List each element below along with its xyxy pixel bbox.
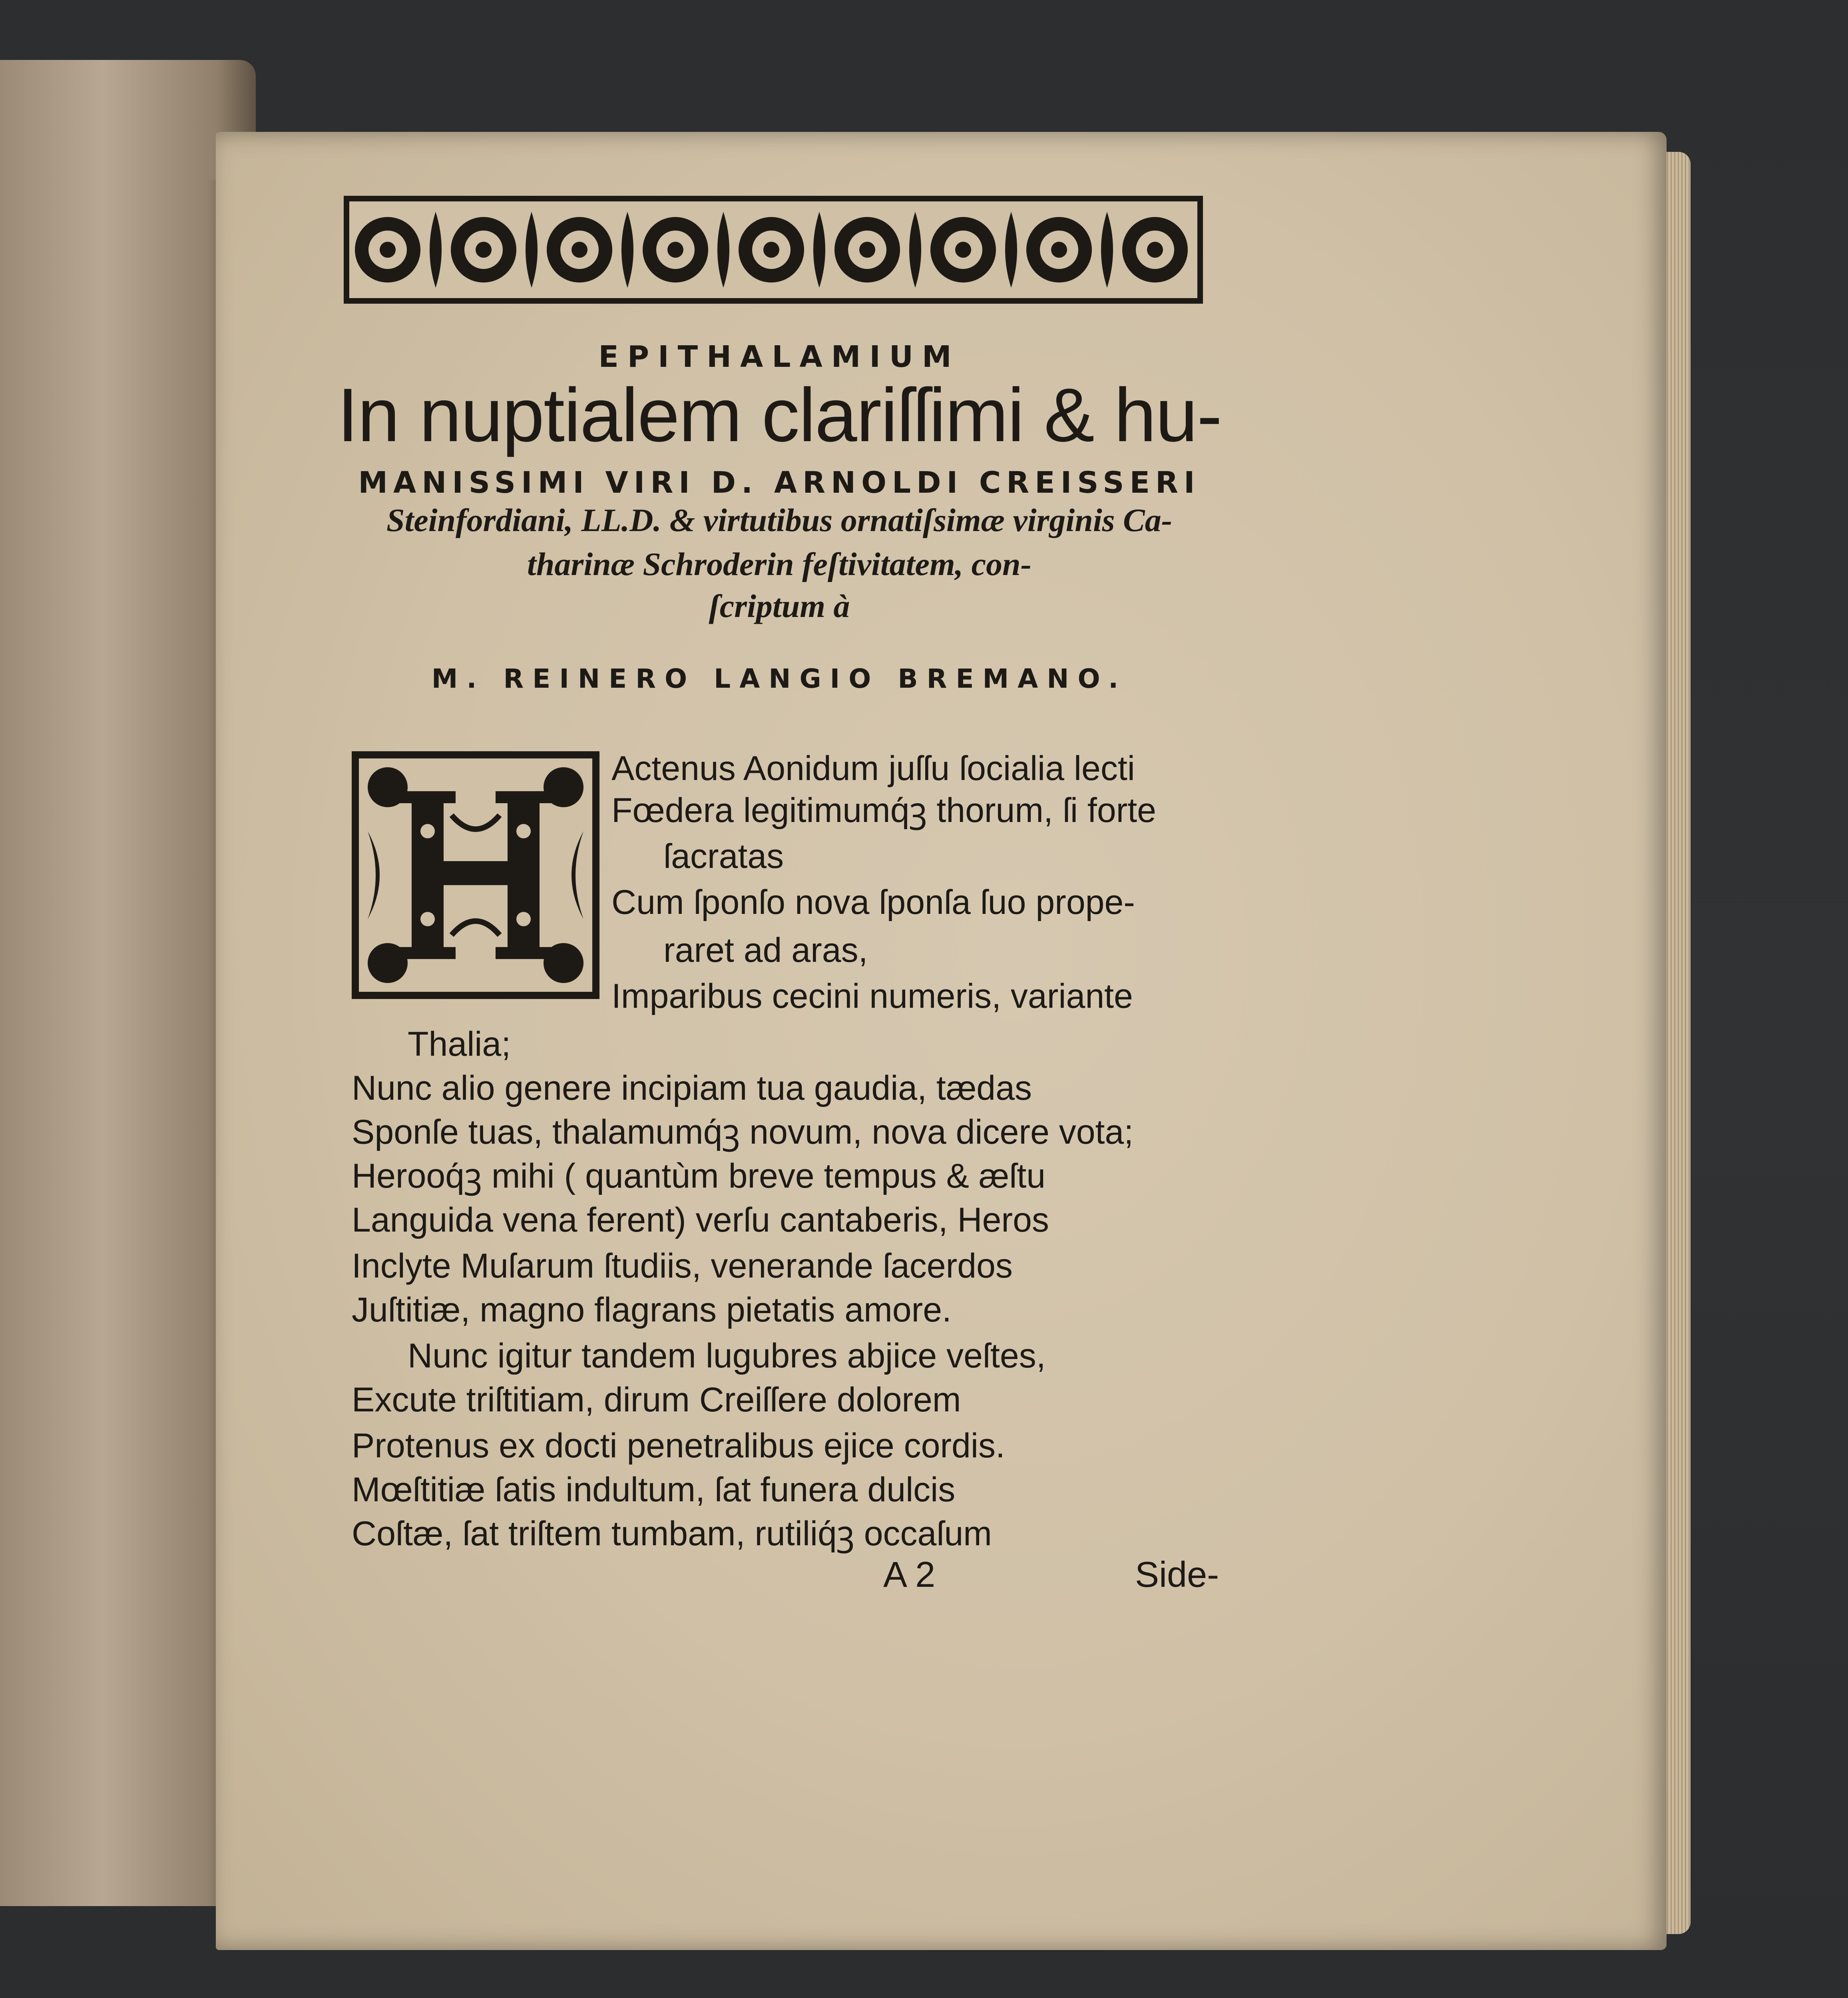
- verse-line: Sponſe tuas, thalamumq́ꝫ novum, nova dicere vota;: [352, 1113, 1134, 1151]
- verse-line: raret ad aras,: [663, 931, 868, 969]
- title-italic-line: ſcriptum à: [709, 588, 850, 624]
- author-line: M. REINERO LANGIO BREMANO.: [431, 663, 1127, 694]
- title-italic-line: tharinæ Schroderin feſtivitatem, con-: [527, 546, 1032, 582]
- verse-line: Imparibus cecini numeris, variante: [611, 977, 1133, 1015]
- verse-line: Inclyte Muſarum ſtudiis, venerande ſacerdos: [352, 1247, 1013, 1285]
- verse-line: Herooq́ꝫ mihi ( quantùm breve tempus & æſtu: [352, 1157, 1046, 1195]
- verse-line: Nunc alio genere incipiam tua gaudia, tædas: [352, 1069, 1032, 1107]
- verse-line: Cum ſponſo nova ſponſa ſuo prope-: [611, 883, 1135, 921]
- ornamental-header-band-icon: [344, 196, 1203, 304]
- signature-mark: A 2: [883, 1555, 936, 1595]
- verse-line: Coſtæ, ſat triſtem tumbam, rutiliq́ꝫ occaſum: [352, 1514, 992, 1553]
- verse-line: Mœſtitiæ ſatis indultum, ſat funera dulcis: [352, 1471, 956, 1509]
- title-subtitle: MANISSIMI VIRI D. ARNOLDI CREISSERI: [358, 466, 1201, 500]
- epithalamium-heading: EPITHALAMIUM: [598, 340, 960, 374]
- main-title: In nuptialem clariſſimi & hu-: [337, 373, 1222, 458]
- verse-line: Actenus Aonidum juſſu ſocialia lecti: [611, 749, 1135, 788]
- verse-line: Thalia;: [408, 1025, 511, 1063]
- title-italic-line: Steinfordiani, LL.D. & virtutibus ornatiſsimæ virginis Ca-: [386, 502, 1173, 538]
- decorated-initial-h-icon: [352, 751, 599, 999]
- verse-line: ſacratas: [663, 837, 784, 876]
- verse-line: Languida vena ferent) verſu cantaberis, Heros: [352, 1201, 1049, 1239]
- verse-line: Fœdera legitimumq́ꝫ thorum, ſi forte: [611, 791, 1157, 830]
- verse-line: Protenus ex docti penetralibus ejice cordis.: [352, 1427, 1005, 1465]
- catchword: Side-: [1135, 1555, 1219, 1595]
- verse-line: Nunc igitur tandem lugubres abjice veſtes,: [408, 1337, 1046, 1375]
- verse-line: Excute triſtitiam, dirum Creiſſere dolorem: [352, 1381, 961, 1419]
- verse-line: Juſtitiæ, magno flagrans pietatis amore.: [352, 1291, 952, 1329]
